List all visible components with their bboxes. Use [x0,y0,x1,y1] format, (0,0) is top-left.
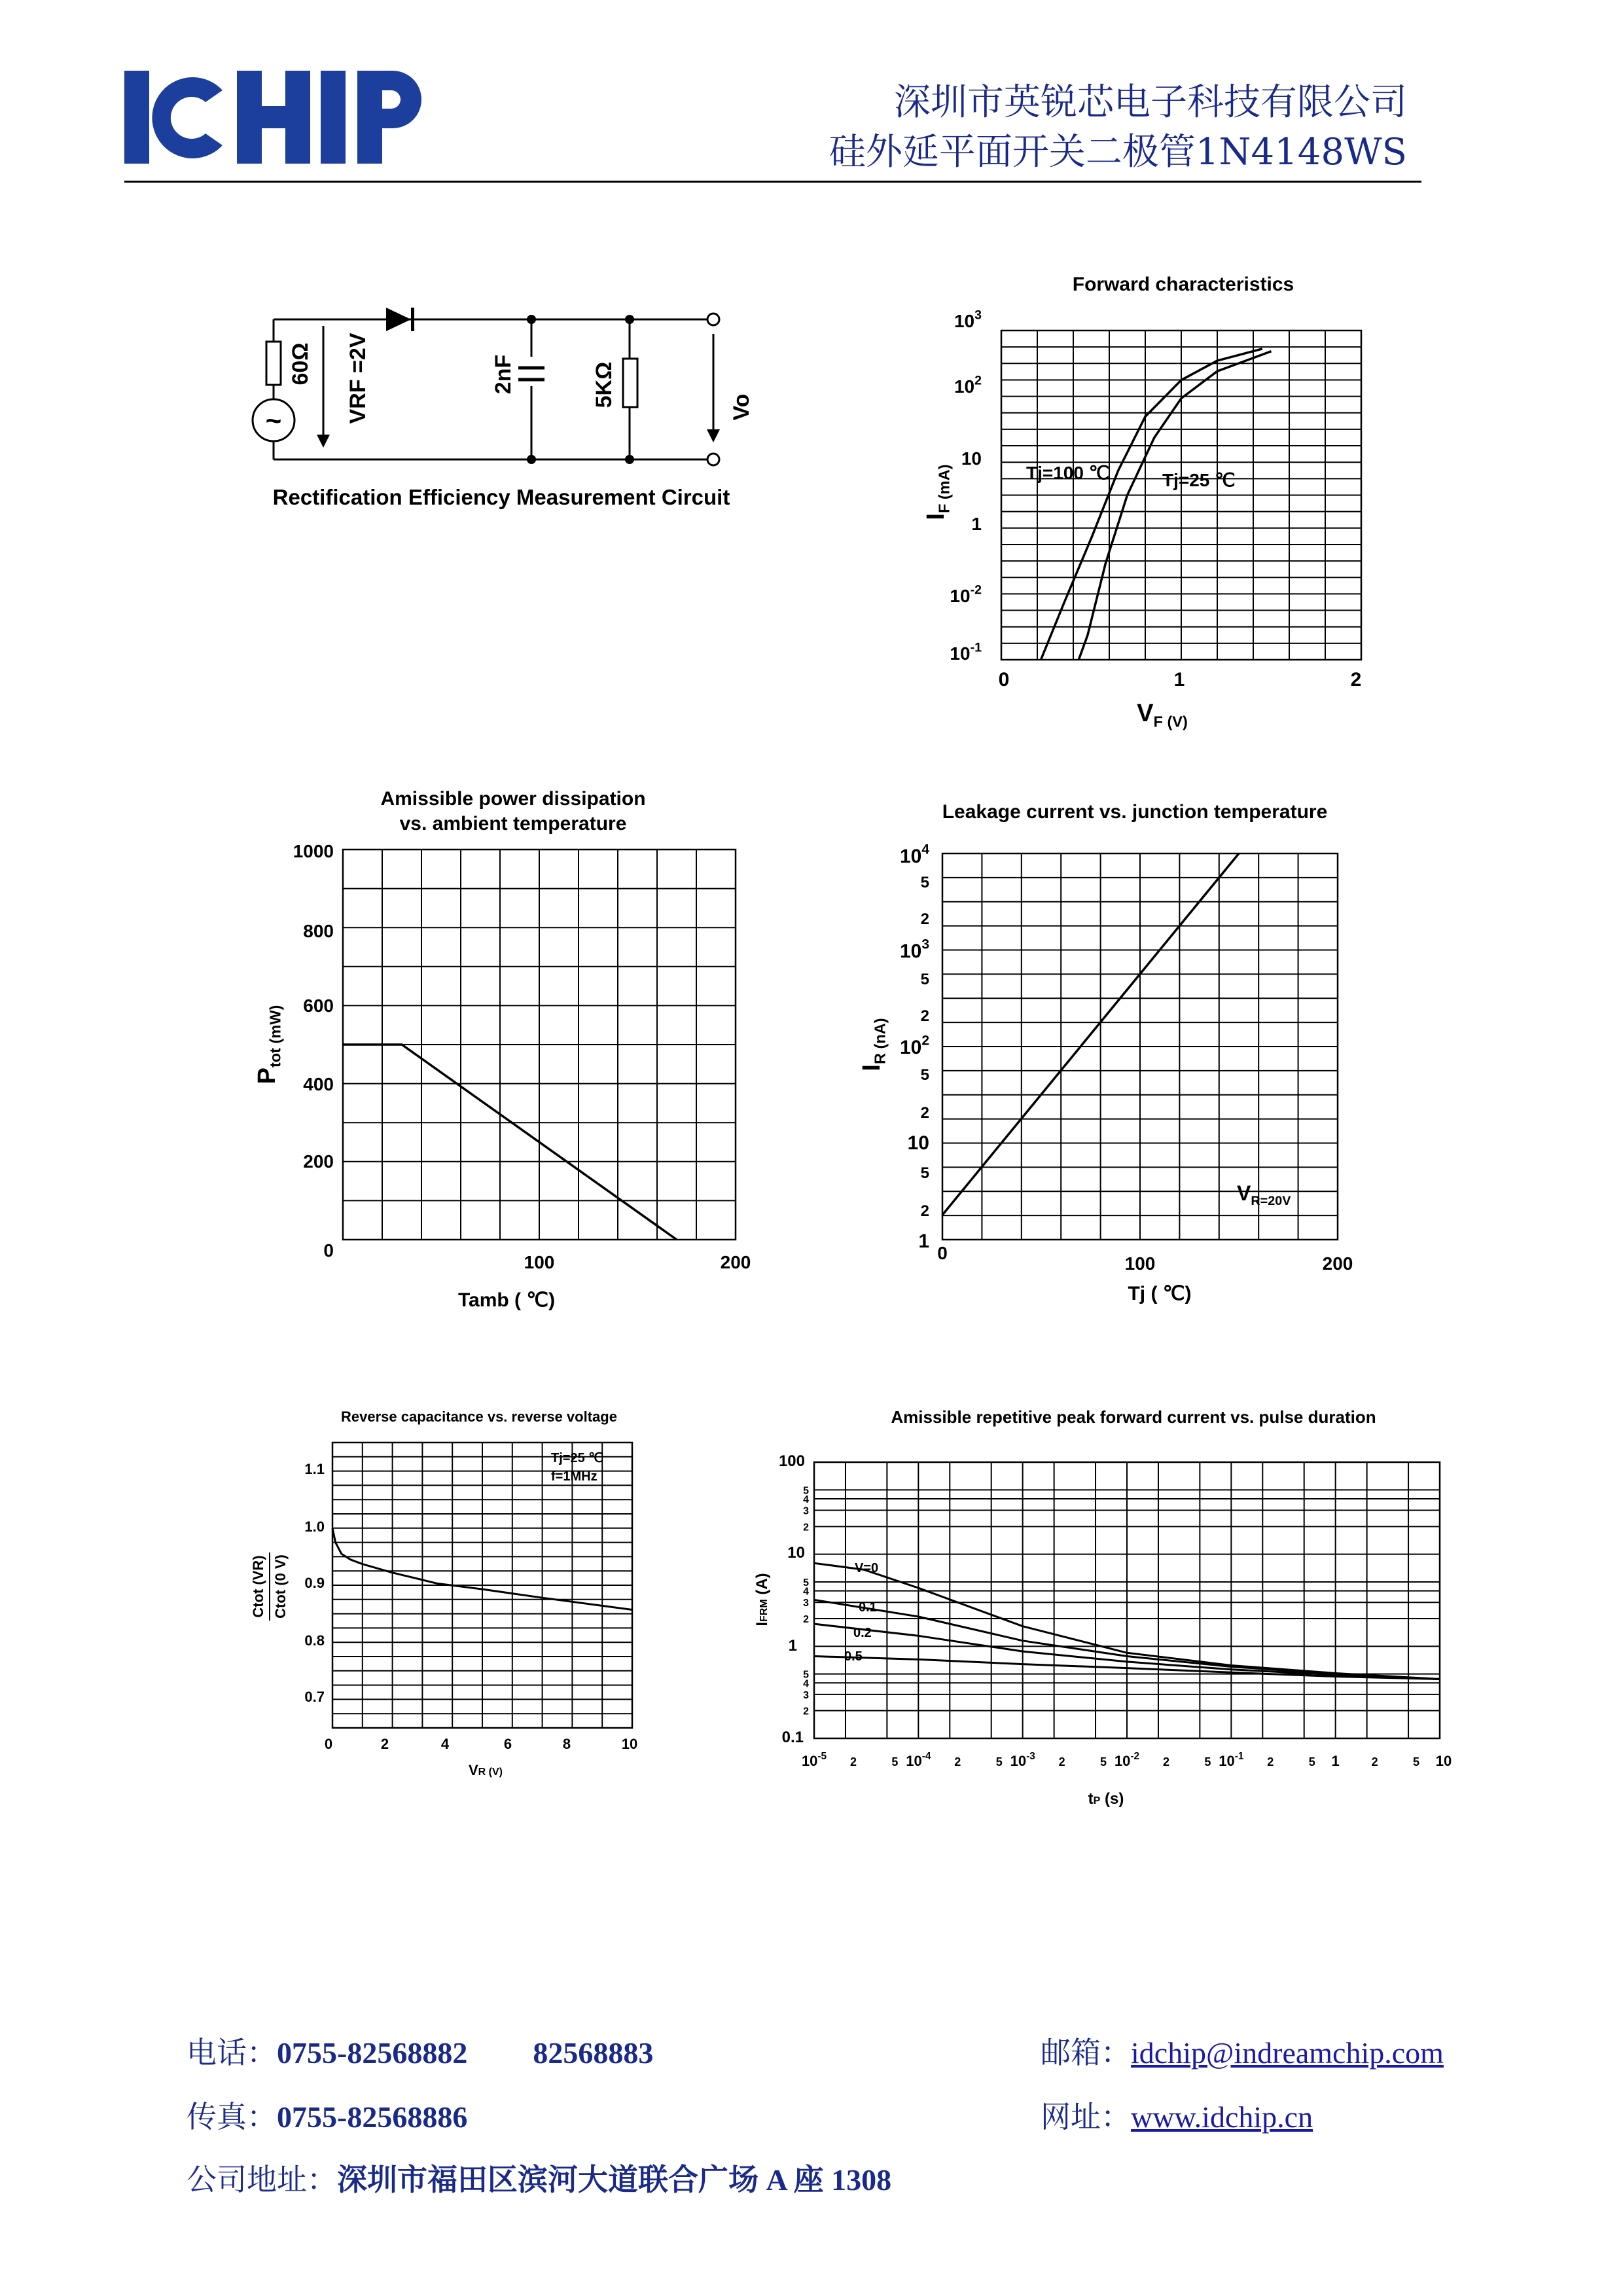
pulse-yminor-2: 3 [803,1505,809,1517]
circuit-title: Rectification Efficiency Measurement Circuit [272,485,730,509]
pulse-xtick-1: 2 [849,1755,857,1768]
pulse-xtick-4: 2 [954,1755,961,1768]
capacitance-ylabel-num: Ctot (VR) [250,1555,266,1618]
power-subtitle: vs. ambient temperature [399,813,627,834]
pulse-xtick-15: 1 [1331,1753,1340,1769]
email-label: 邮箱： [1041,2036,1131,2070]
pulse-xtick-0: $10^{-5}$ [801,1751,827,1769]
address-label: 公司地址： [187,2163,337,2197]
forward-series-1-label: Tj=25 ℃ [1162,470,1236,490]
power-title: Amissible power dissipation [380,788,646,810]
pulse-xtick-3: $10^{-4}$ [906,1751,931,1769]
capacitance-xlabel: VR (V) [468,1762,503,1778]
leakage-xlabel: Tj ( ℃) [1128,1283,1192,1304]
forward-xlabel: $V_{F (V)}$ [1137,700,1188,730]
leakage-ytick-1: 1 [918,1230,929,1252]
pulse-xtick-7: 2 [1058,1755,1065,1768]
phone-number-2: 82568883 [533,2036,654,2070]
pulse-xtick-10: 2 [1162,1755,1169,1768]
power-ytick-3: 400 [303,1074,334,1094]
pulse-xtick-2: 5 [891,1755,899,1768]
pulse-yminor-4: 5 [803,1577,809,1589]
leakage-ytick-103: $10^3$ [899,937,929,962]
footer-address [187,2156,891,2199]
leakage-yminor-6: 5 [920,1164,929,1182]
pulse-series-3-label: 0.5 [844,1649,863,1664]
output-voltage-label: Vo [729,393,754,421]
capacitance-ytick-4: 0.7 [304,1689,325,1705]
pulse-xtick-5: 5 [995,1755,1003,1768]
leakage-yminor-4: 5 [920,1066,929,1084]
email-link[interactable]: idchip@indreamchip.com [1131,2036,1444,2070]
leakage-ylabel: $I_{R (nA)}$ [858,1018,889,1071]
power-ytick-1: 800 [303,921,334,941]
forward-xtick-2: 2 [1350,669,1362,691]
pulse-yminor-0: 5 [803,1485,809,1497]
source-voltage-label: VRF =2V [346,332,370,424]
load-resistor-label: 5KΩ [592,361,616,408]
leakage-xtick-0: 0 [937,1243,948,1263]
pulse-ylabel: IFRM (A) [753,1573,771,1626]
phone-number-1: 0755-82568882 [277,2036,468,2070]
leakage-yminor-3: 2 [920,1007,929,1025]
power-ytick-4: 200 [303,1151,334,1172]
leakage-yminor-2: 5 [920,971,929,988]
power-ytick-0: 1000 [293,841,334,861]
capacitance-xtick-5: 10 [621,1736,638,1752]
website-label: 网址： [1041,2100,1131,2134]
pulse-yminor-3: 2 [803,1522,809,1534]
pulse-xtick-13: 2 [1267,1755,1274,1768]
pulse-ytick-100: 100 [778,1452,805,1470]
forward-ylabel: $I_{F (mA)}$ [922,464,953,520]
pulse-xtick-12: $10^{-1}$ [1219,1751,1244,1769]
leakage-yminor-7: 2 [920,1202,929,1220]
pulse-yminor-6: 3 [803,1598,809,1609]
forward-title: Forward characteristics [1072,274,1294,295]
resistor-label: 60Ω [288,342,313,386]
capacitance-ytick-0: 1.1 [304,1461,325,1477]
forward-xtick-1: 1 [1173,669,1185,691]
leakage-title: Leakage current vs. junction temperature [942,801,1328,823]
pulse-ytick-10: 10 [787,1544,805,1562]
power-xtick-1: 100 [524,1252,555,1272]
leakage-yminor-1: 2 [920,910,929,928]
forward-ytick-4: $10^2$ [954,373,982,397]
pulse-yminor-8: 5 [803,1669,809,1681]
pulse-ytick-0.1: 0.1 [781,1729,804,1746]
forward-ytick-3: 10 [961,448,982,469]
company-name: 深圳市英锐芯电子科技有限公司 [894,81,1407,124]
leakage-ytick-10: 10 [907,1132,929,1154]
capacitance-xtick-4: 8 [562,1736,571,1752]
pulse-series-0-label: V=0 [855,1561,879,1575]
pulse-xtick-18: 10 [1435,1753,1452,1769]
pulse-series-2-label: 0.2 [853,1626,872,1640]
capacitance-ytick-2: 0.9 [304,1575,325,1591]
capacitance-ylabel-den: Ctot (0 V) [272,1554,289,1619]
pulse-xtick-16: 2 [1371,1755,1378,1768]
pulse-yminor-9: 4 [803,1678,809,1690]
capacitance-ytick-1: 1.0 [304,1518,325,1535]
pulse-series-1-label: 0.1 [859,1600,877,1615]
capacitance-xtick-1: 2 [380,1736,389,1752]
leakage-xtick-2: 200 [1322,1253,1353,1274]
pulse-xtick-8: 5 [1100,1755,1107,1768]
leakage-annotation: $V_{R=20V}$ [1237,1181,1291,1209]
capacitance-xtick-2: 4 [440,1736,450,1752]
leakage-ytick-104: $10^4$ [899,842,929,867]
forward-ytick-5: $10^3$ [954,308,982,331]
pulse-xtick-17: 5 [1413,1755,1420,1768]
pulse-xtick-14: 5 [1308,1755,1315,1768]
power-xlabel: Tamb ( ℃) [457,1289,556,1311]
pulse-yminor-1: 4 [803,1494,809,1505]
pulse-yminor-7: 2 [803,1613,809,1625]
power-xtick-0: 0 [323,1240,334,1261]
footer-website [1041,2093,1313,2136]
fax-label: 传真： [187,2100,277,2134]
capacitance-xtick-3: 6 [503,1736,512,1752]
leakage-xtick-1: 100 [1124,1253,1156,1274]
footer-email [1041,2029,1444,2072]
pulse-xtick-11: 5 [1204,1755,1211,1768]
forward-ytick-1: $10^{-2}$ [950,583,982,606]
capacitance-annotation-0: Tj=25 ℃ [551,1451,603,1465]
phone-label: 电话： [187,2036,277,2070]
source-symbol: ~ [265,405,282,436]
product-name: 硅外延平面开关二极管1N4148WS [829,131,1407,173]
capacitance-annotation-1: f=1MHz [551,1469,597,1484]
pulse-xtick-6: $10^{-3}$ [1010,1751,1035,1769]
power-ytick-2: 600 [303,996,334,1016]
footer-fax [187,2093,467,2136]
power-ylabel: $P_{tot (mW)}$ [253,1005,284,1085]
footer-phone [187,2029,653,2072]
capacitance-ytick-3: 0.8 [304,1632,325,1649]
forward-ytick-0: $10^{-1}$ [950,640,982,664]
fax-number: 0755-82568886 [277,2100,468,2134]
pulse-yminor-11: 2 [803,1706,809,1717]
pulse-ytick-1: 1 [788,1637,797,1655]
capacitance-xtick-0: 0 [324,1736,333,1752]
power-xtick-2: 200 [720,1252,751,1272]
pulse-xlabel: tP (s) [1088,1790,1124,1808]
leakage-yminor-0: 5 [920,874,929,891]
capacitor-label: 2nF [491,354,516,395]
leakage-ytick-102: $10^2$ [899,1033,929,1058]
leakage-yminor-5: 2 [920,1104,929,1122]
pulse-yminor-5: 4 [803,1586,809,1598]
address-value: 深圳市福田区滨河大道联合广场 A 座 1308 [337,2163,892,2197]
pulse-xtick-9: $10^{-2}$ [1114,1751,1140,1769]
capacitance-title: Reverse capacitance vs. reverse voltage [341,1408,617,1425]
forward-xtick-0: 0 [998,669,1010,691]
website-link[interactable]: www.idchip.cn [1131,2100,1313,2134]
forward-series-0-label: Tj=100 ℃ [1026,463,1110,483]
forward-ytick-2: 1 [971,514,982,534]
pulse-yminor-10: 3 [803,1689,809,1701]
pulse-title: Amissible repetitive peak forward current vs. pulse duration [891,1407,1376,1427]
